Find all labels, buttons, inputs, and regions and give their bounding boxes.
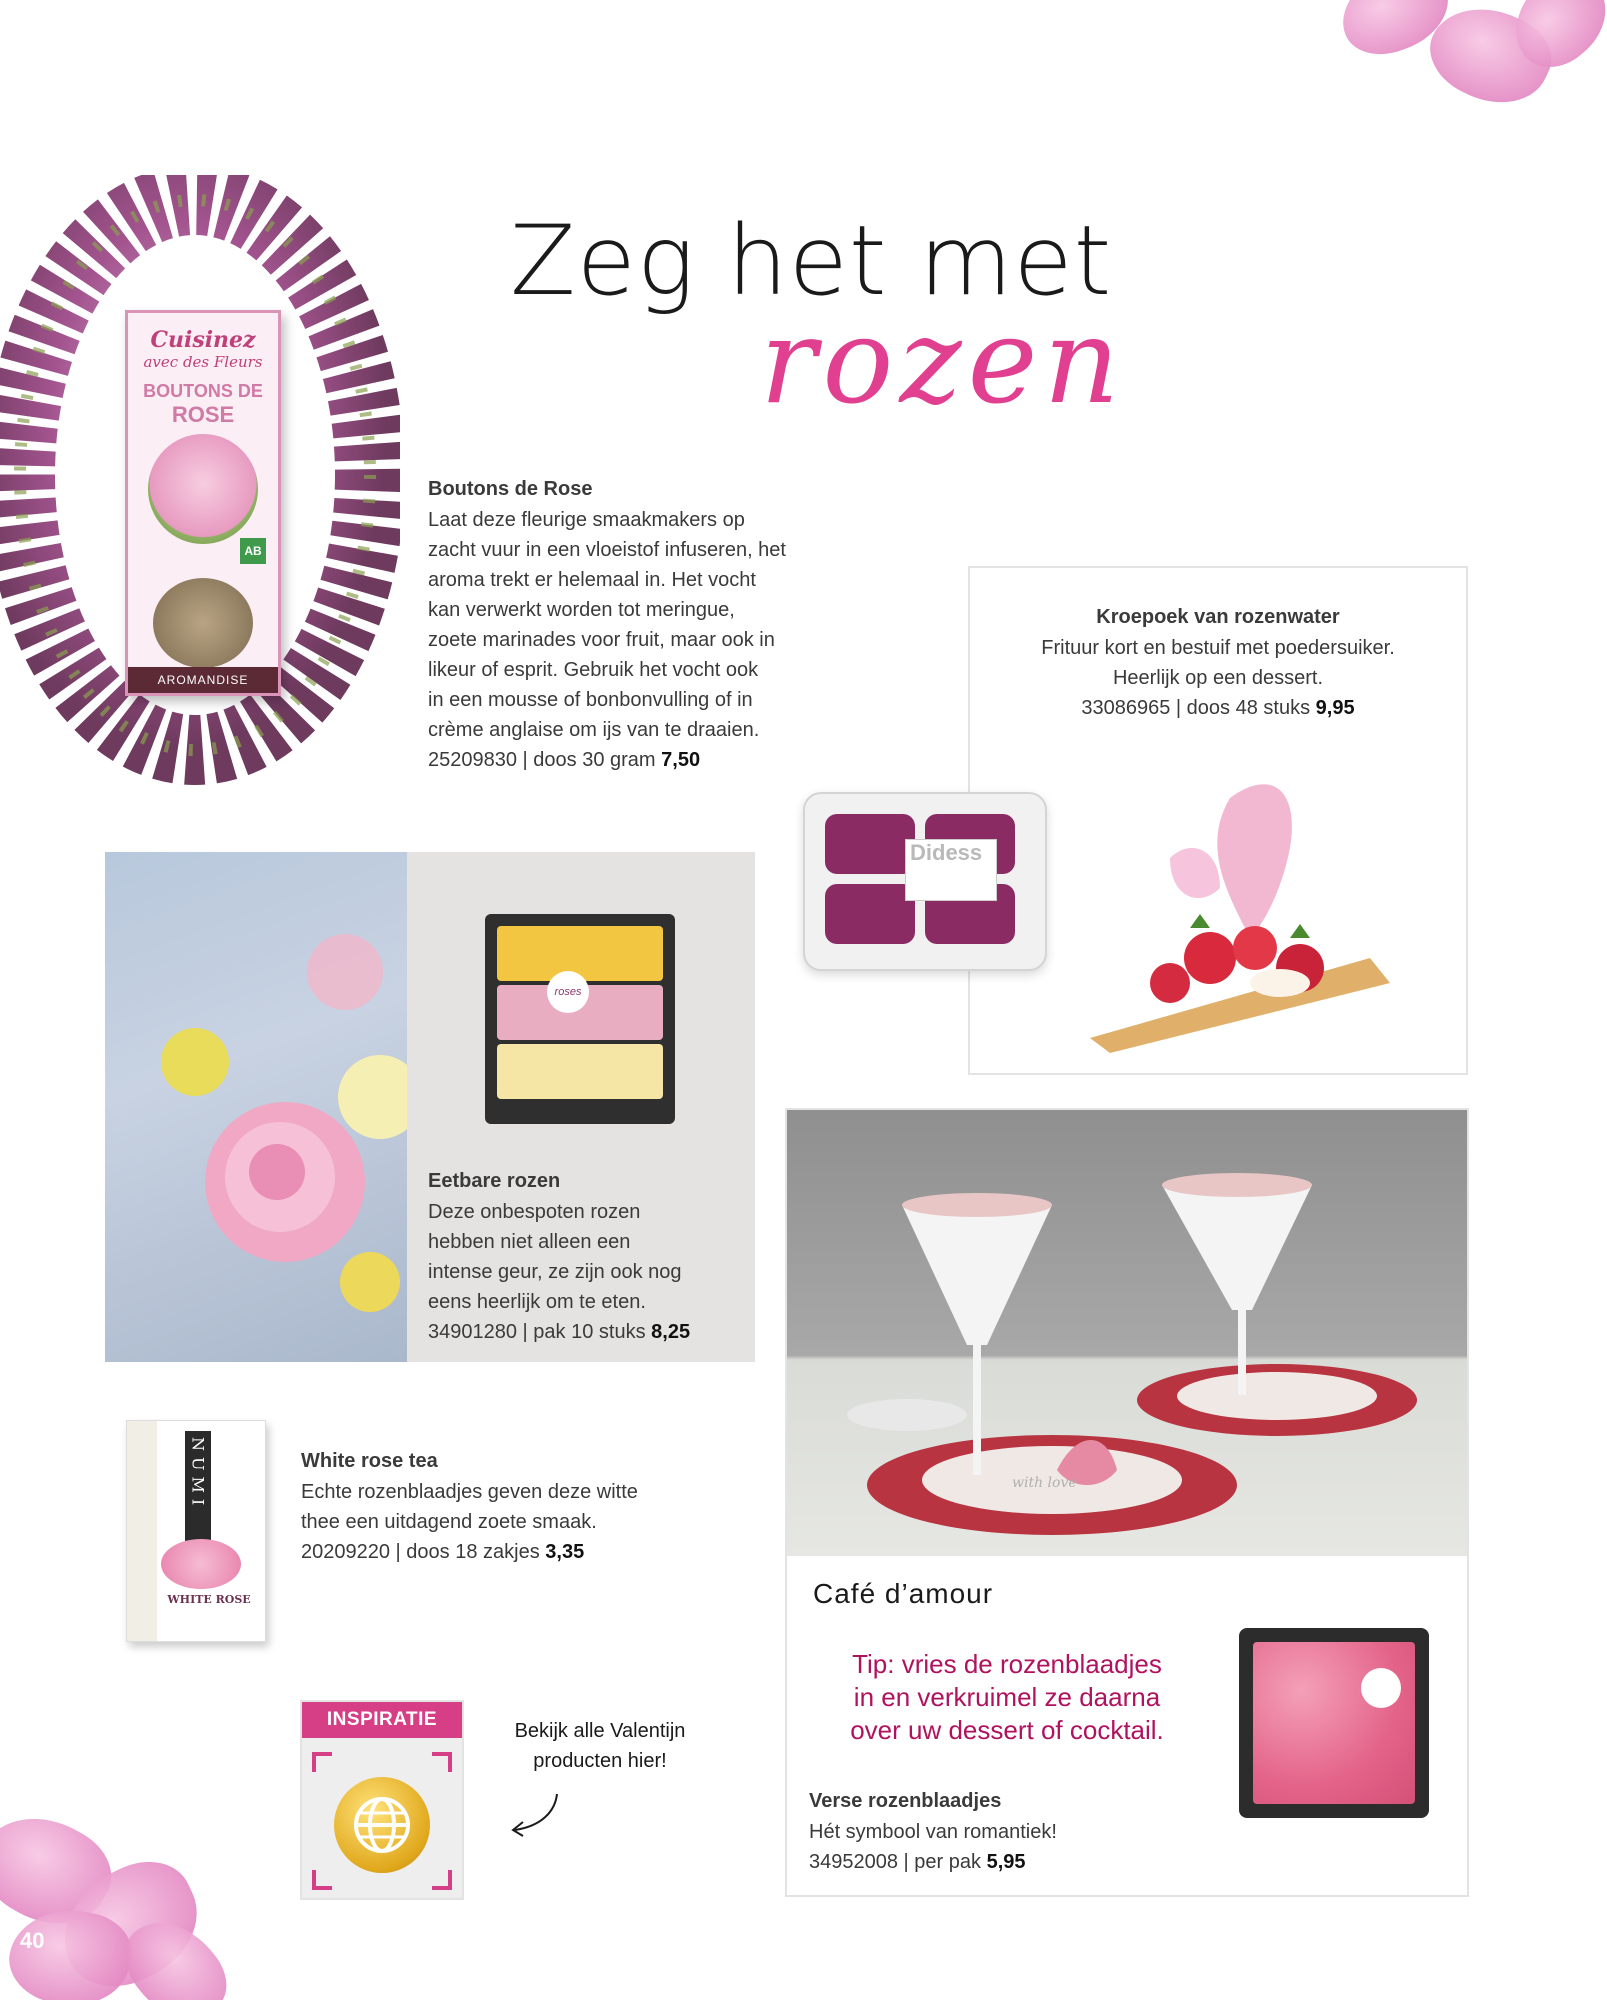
arrow-icon [505,1790,565,1845]
product-code: 25209830 | doos 30 gram 7,50 [428,749,701,771]
page-title-script: rozen [760,292,1126,430]
product-code: 33086965 | doos 48 stuks 9,95 [1081,697,1355,719]
product-price: 3,35 [545,1541,585,1563]
yellow-roses-row [497,926,663,981]
product-name: Boutons de Rose [428,478,593,500]
page-number: 40 [20,1928,45,1953]
product-description: Laat deze fleurige smaakmakers op zacht vuur in een vloeistof infuseren, het aroma trekt er helemaal in. Het vocht kan verwerkt worden tot meringue, zoete marinades voor fruit, maar ook in likeur of esprit. Gebruik het vocht ook in een mousse of bonbonvulling of in crème anglaise om ijs van te draaien. [428,509,786,741]
product-price: 8,25 [651,1321,691,1343]
package-brand: Didess [910,840,983,865]
product-name: Kroepoek van rozenwater [1096,606,1340,628]
product-code: 34901280 | pak 10 stuks 8,25 [428,1321,691,1343]
rose-petals [1253,1642,1415,1804]
cocktail-scene [787,1110,1467,1556]
product-price: 5,95 [986,1851,1026,1873]
package-compartment [825,884,915,944]
box-brand-line1: Cuisinez [150,327,256,353]
product-code: 34952008 | per pak 5,95 [809,1851,1026,1873]
product-price: 7,50 [661,749,701,771]
box-window [153,578,253,668]
box-rose-illustration [148,434,258,544]
product-box [125,310,281,696]
package-label [905,839,997,901]
cafe-damour-photo [787,1110,1467,1556]
pink-roses-row [497,985,663,1040]
eetbare-rozen-panel [407,852,755,1362]
product-name: Verse rozenblaadjes [809,1790,1002,1812]
coaster-text: with love [1012,1475,1077,1491]
roses-sticker: roses [547,971,589,1013]
inspiratie-cta[interactable]: Bekijk alle Valentijn producten hier! [514,1720,686,1772]
eetbare-rozen-photo [105,852,407,1362]
tea-box-side [127,1421,157,1641]
eetbare-rozen-text: Eetbare rozen Deze onbespoten rozen hebben niet alleen een intense geur, ze zijn ook nog eens heerlijk om te eten. 34901280 | pak 10 stuks 8,25 [428,1170,748,1347]
edible-roses-box [485,914,675,1124]
inspiratie-label: INSPIRATIE [302,1702,462,1738]
product-code: 20209220 | doos 18 zakjes 3,35 [301,1541,585,1563]
kroepoek-text: Kroepoek van rozenwater Frituur kort en bestuif met poedersuiker. Heerlijk op een dessert. 33086965 | doos 48 stuks 9,95 [970,606,1466,723]
product-name: White rose tea [301,1450,438,1472]
page-title: Zeg het met [510,205,1113,317]
product-price: 9,95 [1315,697,1355,719]
box-product-line1: BOUTONS DE [143,381,263,401]
dessert-svg [1050,758,1460,1058]
cafe-damour-panel [785,1108,1469,1897]
inspiratie-card[interactable] [300,1700,464,1900]
verse-rozenblaadjes-text: Verse rozenblaadjes Hét symbool van romantiek! 34952008 | per pak 5,95 [809,1790,1169,1877]
box-product-line2: ROSE [171,402,235,427]
globe-icon [334,1777,430,1873]
box-brand-line2: avec des Fleurs [143,353,263,371]
petals-bottom-left [0,1780,250,2000]
rose-petals-box [1239,1628,1429,1818]
kroepoek-dessert-image [1050,758,1460,1058]
roses-sticker [1361,1668,1401,1708]
boutons-de-rose-image [0,175,400,785]
tea-box-label: WHITE ROSE [167,1593,251,1606]
organic-label: AB [240,538,266,564]
tea-rose-illustration [161,1539,241,1589]
cafe-damour-title: Café d’amour [813,1578,994,1609]
box-footer: AROMANDISE [128,667,278,693]
tea-box-image [126,1420,266,1642]
kroepoek-package [803,792,1047,971]
product-name: Eetbare rozen [428,1170,561,1192]
package-compartment [825,814,915,874]
white-rose-tea-text: White rose tea Echte rozenblaadjes geven deze witte thee een uitdagend zoete smaak. 20209220 | doos 18 zakjes 3,35 [301,1450,721,1567]
petals-top-right [1300,0,1607,120]
cream-roses-row [497,1044,663,1099]
boutons-de-rose-text [428,478,848,775]
roses-scene [105,852,407,1362]
tea-box-brand-band: NUMI [185,1431,211,1541]
cafe-tip: Tip: vries de rozenblaadjes in en verkruimel ze daarna over uw dessert of cocktail. [850,1649,1164,1745]
